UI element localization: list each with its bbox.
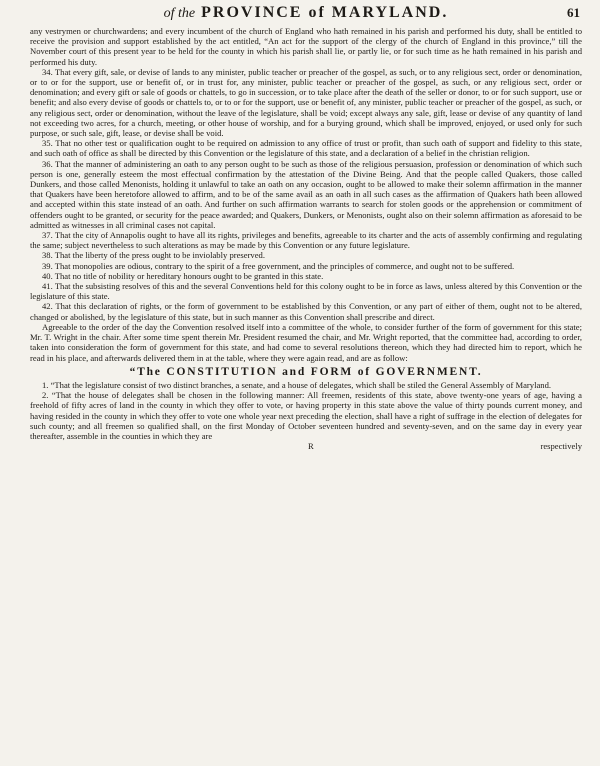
paragraph: 42. That this declaration of rights, or the form of government to be established by this Convention, or any part of either of them, ought not to be altered, changed or abolished, by the legislature of this state, but in such manner as this Convention shall prescribe and direct. <box>30 301 582 322</box>
article: 1. “That the legislature consist of two distinct branches, a senate, and a house of delegates, which shall be stiled the General Assembly of Maryland. <box>42 379 552 390</box>
paragraph: 36. That the manner of administering an oath to any person ought to be such as those of the religious persuasion, profession or denomination of which such person is one, generally esteem the most effectual confirmation by the attestation of the Divine Being. And that the people called Quakers, those called Dunkers, and those called Menonists, holding it unlawful to take an oath on any occasion, ought to be allowed to make their solemn affirmation in the manner that Quakers have been heretofore allowed to affirm, and to be of the same avail as an oath in all such cases as the affirmation of Quakers hath been allowed and accepted within this state instead of an oath. And further on such affirmation warrants to search for stolen goods or the apprehension or commitment of offenders ought to be granted, or security for the peace awarded; and Quakers, Dunkers, or Menonists, ought also on their solemn affirmation as aforesaid to be admitted as witnesses in all criminal cases not capital. <box>30 158 582 230</box>
article: 2. “That the house of delegates shall be chosen in the following manner: All freemen, residents of this state, above twenty-one years of age, having a freehold of fifty acres of land in the county in which they offer to vote, or having property in this state above the value of thirty pounds current money, and having resided in the county in which they offer to vote one whole year next preceding the election, shall have a right of suffrage in the election of delegates for such county; and all freemen so qualified shall, on the first Monday of October seventeen hundred and seventy-seven, and on the same day in every year thereafter, assemble in the counties in which they are <box>30 390 582 441</box>
paragraph: 38. That the liberty of the press ought to be inviolably preserved. <box>42 250 265 261</box>
paragraph: 39. That monopolies are odious, contrary to the spirit of a free government, and the principles of commerce, and ought not to be suffered. <box>42 260 515 271</box>
signature-mark: R <box>308 441 314 452</box>
running-header <box>30 4 582 26</box>
paragraph: any vestrymen or churchwardens; and every incumbent of the church of England who hath remained in his parish and performed his duty, shall be entitled to receive the provision and support established by the act entitled, “An act for the support of the clergy of the church of England in this province,” till the November court of this present year to be held for the county in which his parish shall lie, or partly lie, or for such time as he hath remained in his parish and performed his duty. <box>30 26 582 67</box>
catchword: respectively <box>540 441 582 452</box>
paragraph: Agreeable to the order of the day the Convention resolved itself into a committee of the whole, to consider further of the form of government for this state; Mr. T. Wright in the chair. After some time spent therein Mr. President resumed the chair, and Mr. Wright reported, that the committee had, according to order, taken into consideration the form of government for this state, and had come to several resolutions thereon, which they had directed him to report, which he read in his place, and afterwards delivered them in at the table, where they were again read, and are as follow: <box>30 321 582 363</box>
constitution-heading: “The CONSTITUTION and FORM of GOVERNMENT. <box>129 365 483 378</box>
header-prefix: of the <box>163 6 196 21</box>
paragraph: 34. That every gift, sale, or devise of lands to any minister, public teacher or preacher of the gospel, as such, or to any religious sect, order or denomination, or to or for the support, use or benefit of, or in trust for, any minister, public teacher or preacher of the gospel, as such, or any religious sect, order or denomination; and every gift or sale of goods or chattels, to go in succession, or to take place after the death of the seller or donor, to or for such support, use or benefit; and also every devise of goods or chattels to, or to or for the support, use or benefit of, any minister, public teacher or preacher of the gospel, as such, or any religious sect, order or denomination, without the leave of the legislature, shall be void; except always any sale, gift, lease or devise of any quantity of land not exceeding two acres, for a church, meeting, or other house of worship, and for a burying ground, which shall be improved, enjoyed, or used only for such purpose, or such sale, gift, lease, or devise shall be void. <box>30 66 582 139</box>
paragraph: 37. That the city of Annapolis ought to have all its rights, privileges and benefits, agreeable to its charter and the acts of assembly confirming and regulating the same; subject nevertheless to such alterations as may be made by this Convention or any future legislature. <box>30 230 582 251</box>
page-number: 61 <box>567 5 580 20</box>
paragraph: 35. That no other test or qualification ought to be required on admission to any office of trust or profit, than such oath of support and fidelity to this state, and such oath of office as shall be directed by this Convention or the legislature of this state, and a declaration of a belief in the christian religion. <box>30 138 582 159</box>
header-title: PROVINCE of MARYLAND. <box>201 4 449 21</box>
paragraph: 41. That the subsisting resolves of this and the several Conventions held for this colony ought to be in force as laws, unless altered by this Convention or the legislature of this state. <box>30 281 582 302</box>
page-footer <box>30 441 582 453</box>
body-text <box>30 26 582 441</box>
paragraph: 40. That no title of nobility or hereditary honours ought to be granted in this state. <box>42 270 324 281</box>
